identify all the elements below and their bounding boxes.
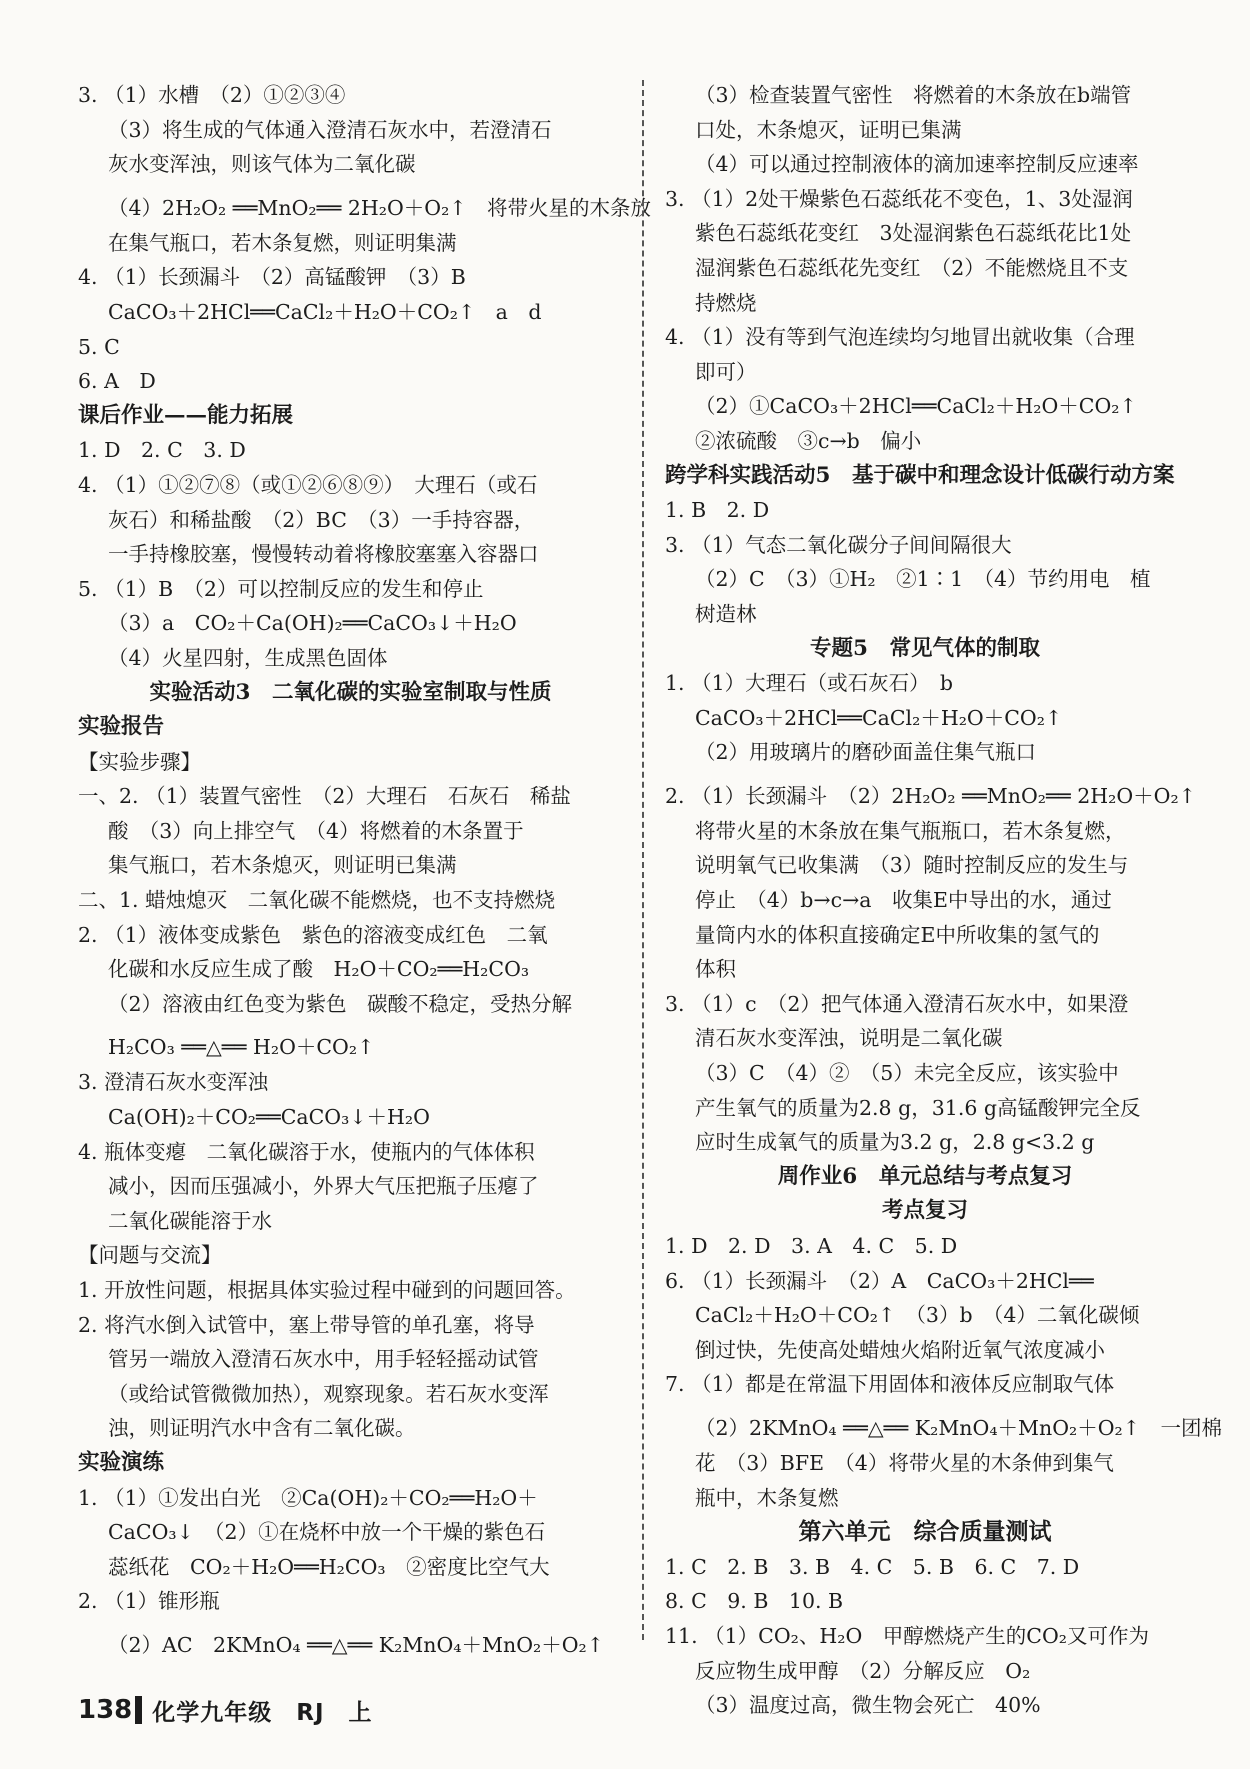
answer-line: （2）①CaCO₃＋2HCl══CaCl₂＋H₂O＋CO₂↑ [695,394,1137,419]
answer-line: 紫色石蕊纸花变红 3处湿润紫色石蕊纸花比1处 [695,221,1132,246]
answer-line: 4. （1）长颈漏斗 （2）高锰酸钾 （3）B [78,265,466,290]
answer-line: 课后作业——能力拓展 [78,402,294,428]
answer-line: 考点复习 [881,1198,968,1224]
answer-line: 3. （1）水槽 （2）①②③④ [78,83,346,107]
answer-line: 一、2. （1）装置气密性 （2）大理石 石灰石 稀盐 [78,784,571,809]
answer-line: 2. （1）锥形瓶 [78,1589,220,1614]
answer-line: 3. （1）c （2）把气体通入澄清石灰水中，如果澄 [665,991,1129,1016]
answer-line: 反应物生成甲醇 （2）分解反应 O₂ [695,1658,1031,1683]
answer-line: 专题5 常见气体的制取 [810,635,1040,661]
answer-line: 4. 瓶体变瘪 二氧化碳溶于水，使瓶内的气体体积 [78,1139,535,1164]
answer-line: 树造林 [695,601,757,626]
answer-line: 一手持橡胶塞，慢慢转动着将橡胶塞塞入容器口 [108,542,539,567]
answer-line: CaCO₃＋2HCl══CaCl₂＋H₂O＋CO₂↑ a d [108,299,542,324]
answer-line: 二、1. 蜡烛熄灭 二氧化碳不能燃烧，也不支持燃烧 [78,888,556,913]
answer-line: （3）C （4）② （5）未完全反应，该实验中 [695,1061,1119,1086]
answer-line: 2. （1）长颈漏斗 （2）2H₂O₂ ══MnO₂══ 2H₂O＋O₂↑ [665,783,1196,808]
answer-line: 湿润紫色石蕊纸花先变红 （2）不能燃烧且不支 [695,255,1129,280]
answer-line: （2）溶液由红色变为紫色 碳酸不稳定，受热分解 [108,991,573,1016]
answer-line: 2. 将汽水倒入试管中，塞上带导管的单孔塞，将导 [78,1312,535,1337]
right-column [665,78,1222,1723]
answer-line: 1. （1）①发出白光 ②Ca(OH)₂＋CO₂══H₂O＋ [78,1485,538,1510]
answer-line: 花 （3）BFE （4）将带火星的木条伸到集气 [695,1450,1114,1475]
answer-line: 浊，则证明汽水中含有二氧化碳。 [108,1416,416,1441]
answer-line: 倒过快，先使高处蜡烛火焰附近氧气浓度减小 [695,1337,1105,1362]
answer-line: 即可） [695,359,757,384]
answer-line: 4. （1）没有等到气泡连续均匀地冒出就收集（合理 [665,325,1135,350]
answer-line: 3. （1）气态二氧化碳分子间间隔很大 [665,532,1012,557]
answer-line: 化碳和水反应生成了酸 H₂O＋CO₂══H₂CO₃ [108,957,530,982]
answer-line: 实验活动3 二氧化碳的实验室制取与性质 [149,679,552,705]
answer-line: （4）火星四射，生成黑色固体 [108,645,388,670]
answer-line: 3. 澄清石灰水变浑浊 [78,1070,269,1095]
answer-line: 管另一端放入澄清石灰水中，用手轻轻摇动试管 [108,1347,539,1372]
answer-line: 实验演练 [78,1449,165,1475]
answer-line: （3）检查装置气密性 将燃着的木条放在b端管 [695,83,1132,107]
answer-line: 酸 （3）向上排空气 （4）将燃着的木条置于 [108,818,524,843]
page-number: 138 [78,1695,133,1725]
answer-line: 应时生成氧气的质量为3.2 g，2.8 g<3.2 g [695,1130,1095,1155]
answer-line: 量筒内水的体积直接确定E中所收集的氢气的 [695,922,1100,947]
footer-bar [135,1696,142,1724]
answer-line: 1. D 2. C 3. D [78,438,246,463]
answer-line: CaCO₃↓ （2）①在烧杯中放一个干燥的紫色石 [108,1520,546,1545]
answer-line: （2）AC 2KMnO₄ ══△══ K₂MnO₄＋MnO₂＋O₂↑ [108,1632,604,1657]
answer-line: CaCl₂＋H₂O＋CO₂↑ （3）b （4）二氧化碳倾 [695,1303,1140,1328]
answer-line: 1. D 2. D 3. A 4. C 5. D [665,1234,958,1258]
answer-line: 集气瓶口，若木条熄灭，则证明已集满 [108,853,457,878]
answer-line: 口处，木条熄灭，证明已集满 [695,117,962,142]
answer-line: H₂CO₃ ══△══ H₂O＋CO₂↑ [108,1035,375,1060]
answer-line: 7. （1）都是在常温下用固体和液体反应制取气体 [665,1372,1115,1397]
answer-line: （4）可以通过控制液体的滴加速率控制反应速率 [695,152,1139,177]
answer-line: 体积 [695,957,736,982]
answer-line: 第六单元 综合质量测试 [798,1518,1052,1546]
answer-line: 灰石）和稀盐酸 （2）BC （3）一手持容器， [108,507,535,532]
answer-line: 产生氧气的质量为2.8 g，31.6 g高锰酸钾完全反 [695,1095,1141,1120]
answer-line: 1. （1）大理石（或石灰石） b [665,671,953,696]
answer-line: 二氧化碳能溶于水 [108,1208,272,1233]
answer-line: 持燃烧 [695,290,757,315]
answer-line: 灰水变浑浊，则该气体为二氧化碳 [108,152,416,177]
answer-line: 11. （1）CO₂、H₂O 甲醇燃烧产生的CO₂又可作为 [665,1623,1149,1648]
answer-line: 2. （1）液体变成紫色 紫色的溶液变成红色 二氧 [78,922,548,947]
answer-line: 将带火星的木条放在集气瓶瓶口，若木条复燃， [695,818,1126,843]
answer-line: （2）2KMnO₄ ══△══ K₂MnO₄＋MnO₂＋O₂↑ 一团棉 [695,1415,1222,1440]
answer-line: Ca(OH)₂＋CO₂══CaCO₃↓＋H₂O [108,1105,430,1130]
left-column [78,78,651,1663]
answer-line: （3）温度过高，微生物会死亡 40% [695,1693,1041,1718]
answer-line: ②浓硫酸 ③c→b 偏小 [695,428,922,453]
answer-line: 周作业6 单元总结与考点复习 [777,1163,1073,1189]
answer-line: 跨学科实践活动5 基于碳中和理念设计低碳行动方案 [665,462,1175,488]
answer-line: 3. （1）2处干燥紫色石蕊纸花不变色，1、3处湿润 [665,186,1133,211]
answer-line: （4）2H₂O₂ ══MnO₂══ 2H₂O＋O₂↑ 将带火星的木条放 [108,195,651,220]
answer-line: CaCO₃＋2HCl══CaCl₂＋H₂O＋CO₂↑ [695,705,1063,730]
answer-line: 蕊纸花 CO₂＋H₂O══H₂CO₃ ②密度比空气大 [108,1554,550,1579]
answer-line: 清石灰水变浑浊，说明是二氧化碳 [695,1026,1003,1051]
answer-line: （3）将生成的气体通入澄清石灰水中，若澄清石 [108,117,552,142]
answer-line: 1. C 2. B 3. B 4. C 5. B 6. C 7. D [665,1554,1080,1579]
answer-line: （3）a CO₂＋Ca(OH)₂══CaCO₃↓＋H₂O [108,611,517,636]
answer-line: 6. A D [78,369,156,394]
column-divider [642,80,644,1640]
answer-line: 在集气瓶口，若木条复燃，则证明集满 [108,230,457,255]
page-footer [78,1690,373,1730]
answer-line: 5. （1）B （2）可以控制反应的发生和停止 [78,576,484,601]
answer-line: 实验报告 [78,714,165,740]
answer-line: 说明氧气已收集满 （3）随时控制反应的发生与 [695,853,1129,878]
answer-line: （2）用玻璃片的磨砂面盖住集气瓶口 [695,740,1037,765]
answer-line: 4. （1）①②⑦⑧（或①②⑥⑧⑨） 大理石（或石 [78,472,538,497]
answer-line: 瓶中，木条复燃 [695,1485,839,1510]
answer-line: 减小，因而压强减小，外界大气压把瓶子压瘪了 [108,1174,539,1199]
answer-line: 1. 开放性问题，根据具体实验过程中碰到的问题回答。 [78,1278,576,1302]
answer-line: 6. （1）长颈漏斗 （2）A CaCO₃＋2HCl══ [665,1268,1094,1293]
answer-line: 1. B 2. D [665,498,770,523]
answer-line: 【实验步骤】 [78,749,201,774]
answer-line: 8. C 9. B 10. B [665,1589,844,1614]
answer-line: （或给试管微微加热），观察现象。若石灰水变浑 [108,1381,549,1406]
answer-line: 5. C [78,334,120,359]
answer-line: （2）C （3）①H₂ ②1∶1 （4）节约用电 植 [695,567,1151,592]
answer-line: 停止 （4）b→c→a 收集E中导出的水，通过 [695,888,1112,913]
answer-line: 【问题与交流】 [78,1243,222,1268]
book-title: 化学九年级 RJ 上 [152,1699,373,1726]
